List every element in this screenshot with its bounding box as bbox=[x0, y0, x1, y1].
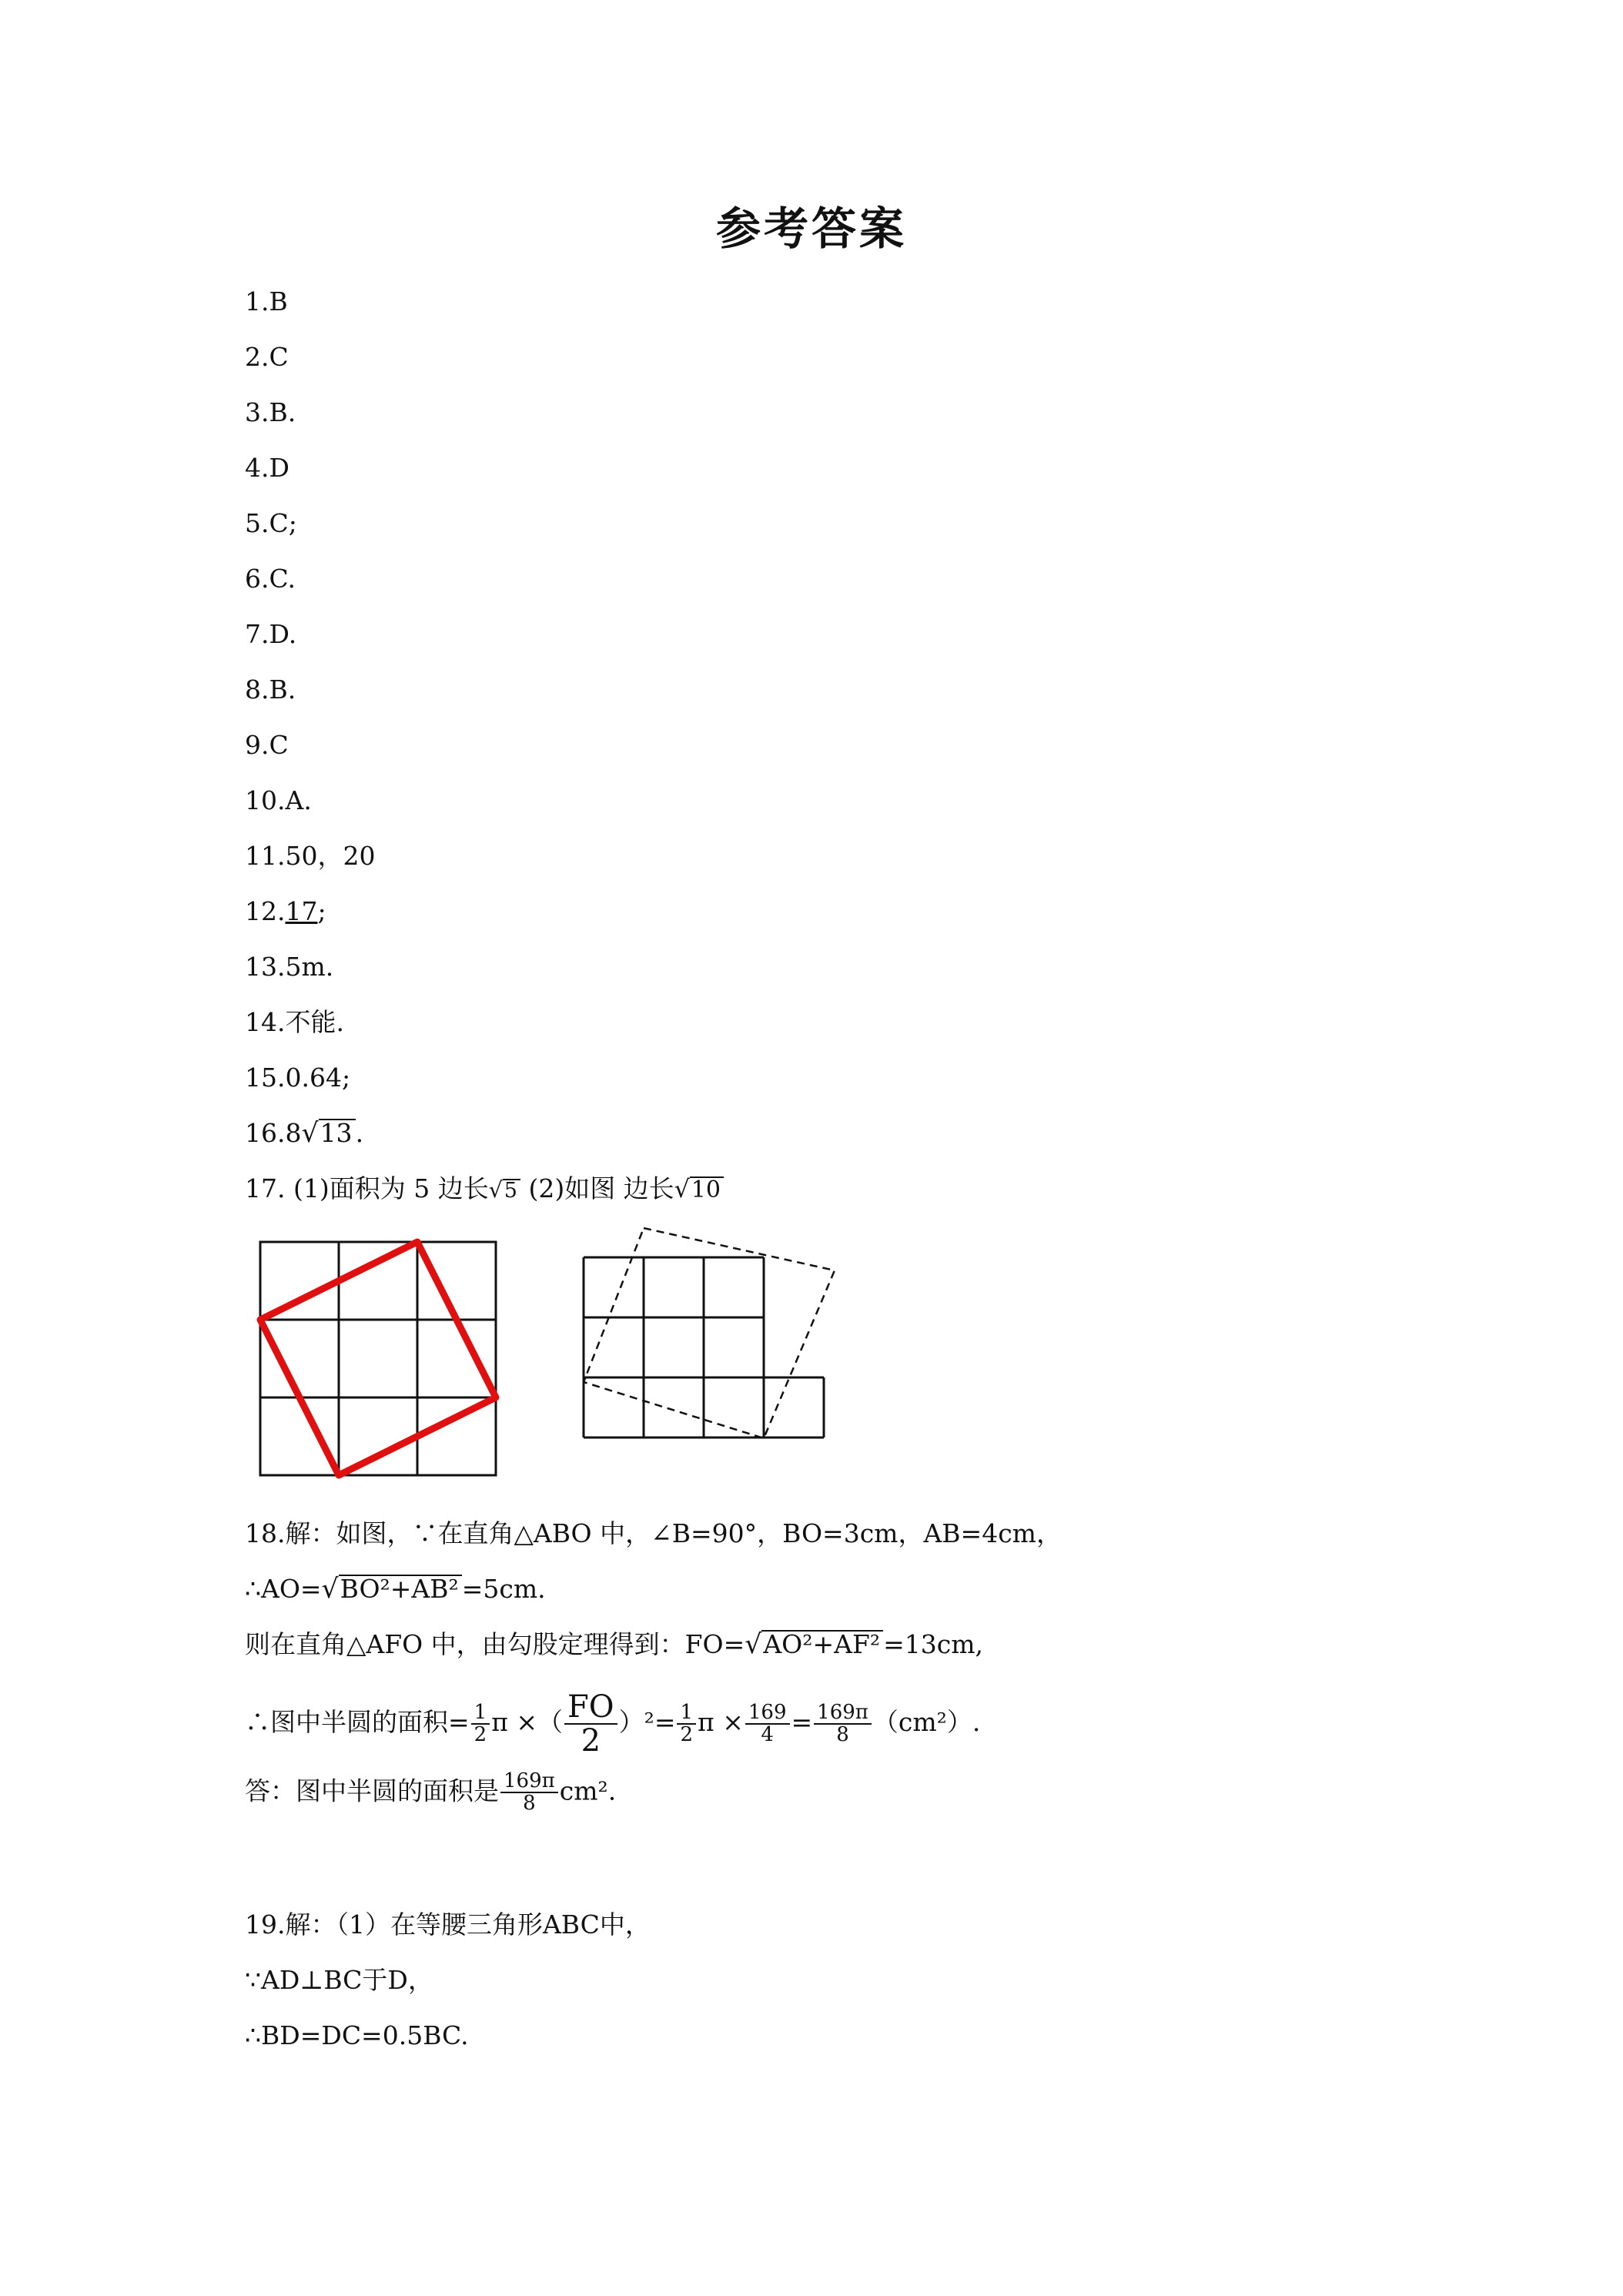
answer-16 bbox=[245, 1116, 363, 1150]
answer-17 bbox=[245, 1172, 724, 1208]
denominator: 4 bbox=[761, 1723, 774, 1746]
answer-4: 4.D bbox=[245, 453, 289, 483]
answer-12-prefix: 12. bbox=[245, 896, 286, 926]
answer-2: 2.C bbox=[245, 342, 289, 372]
sqrt-13 bbox=[301, 1116, 355, 1150]
answer-6: 6.C. bbox=[245, 564, 296, 594]
answer-14: 14.不能. bbox=[245, 1007, 344, 1037]
answer-1: 1.B bbox=[245, 286, 288, 316]
answer-12-suffix: ; bbox=[317, 896, 326, 926]
fraction-one-half bbox=[471, 1702, 490, 1746]
q18-line-1: 18.解：如图，∵在直角△ABO 中，∠B=90°，BO=3cm，AB=4cm， bbox=[245, 1518, 1062, 1548]
fraction-169pi-over-8 bbox=[814, 1702, 872, 1746]
answer-3: 3.B. bbox=[245, 397, 296, 427]
answer-8: 8.B. bbox=[245, 674, 296, 705]
radical-sign-icon: √ bbox=[488, 1177, 503, 1203]
page-title: 参考答案 bbox=[715, 202, 907, 255]
denominator: 8 bbox=[523, 1792, 536, 1816]
answer-10: 10.A. bbox=[245, 785, 312, 815]
numerator: FO bbox=[564, 1691, 617, 1725]
sqrt-bo-ab bbox=[322, 1572, 462, 1606]
answer-16-suffix: . bbox=[355, 1118, 364, 1148]
radical-sign-icon: √ bbox=[301, 1118, 319, 1149]
radicand: 5 bbox=[503, 1179, 520, 1202]
q18-l4-prefix: ∴图中半圆的面积= bbox=[245, 1707, 470, 1737]
grid-lines bbox=[260, 1242, 496, 1475]
sqrt-5 bbox=[489, 1173, 520, 1208]
q17-part2: (2)如图 边长 bbox=[520, 1173, 674, 1203]
answer-15: 15.0.64; bbox=[245, 1063, 351, 1093]
answer-9: 9.C bbox=[245, 730, 289, 760]
sqrt-10 bbox=[674, 1173, 724, 1207]
q19-line-3: ∴BD=DC=0.5BC. bbox=[245, 2020, 469, 2050]
numerator: 169π bbox=[814, 1702, 872, 1725]
radicand: 13 bbox=[319, 1119, 356, 1147]
pi-times-2: π × bbox=[698, 1707, 744, 1737]
fraction-fo-over-2 bbox=[564, 1691, 617, 1757]
radicand: BO²+AB² bbox=[339, 1575, 462, 1603]
answer-13: 13.5m. bbox=[245, 952, 334, 982]
answer-12 bbox=[245, 895, 326, 929]
radical-sign-icon: √ bbox=[674, 1176, 690, 1203]
dashed-square bbox=[584, 1228, 835, 1438]
pi-times: π ×（ bbox=[491, 1707, 564, 1737]
unit: （cm²）. bbox=[872, 1707, 981, 1737]
q18-line-5 bbox=[245, 1771, 616, 1815]
q19-line-1: 19.解：（1）在等腰三角形ABC中， bbox=[245, 1909, 651, 1940]
q18-l3-suffix: =13cm, bbox=[883, 1629, 983, 1659]
fraction-answer bbox=[500, 1771, 558, 1815]
numerator: 1 bbox=[677, 1702, 696, 1725]
answer-7: 7.D. bbox=[245, 619, 297, 649]
numerator: 169 bbox=[745, 1702, 790, 1725]
q18-line-4 bbox=[245, 1691, 980, 1757]
q18-l3-prefix: 则在直角△AFO 中，由勾股定理得到：FO= bbox=[245, 1629, 745, 1659]
figure-grid-1 bbox=[254, 1236, 508, 1482]
red-square bbox=[260, 1242, 496, 1475]
q18-l5-prefix: 答：图中半圆的面积是 bbox=[245, 1776, 499, 1806]
sqrt-ao-af bbox=[745, 1628, 883, 1662]
numerator: 1 bbox=[471, 1702, 490, 1725]
q18-line-3 bbox=[245, 1628, 983, 1662]
equals: = bbox=[791, 1707, 813, 1737]
fraction-169-over-4 bbox=[745, 1702, 790, 1746]
answer-11: 11.50，20 bbox=[245, 841, 376, 871]
radical-sign-icon: √ bbox=[321, 1574, 339, 1605]
q18-l2-prefix: ∴AO= bbox=[245, 1574, 322, 1604]
q17-part1: 17. (1)面积为 5 边长 bbox=[245, 1173, 489, 1203]
radical-sign-icon: √ bbox=[745, 1629, 762, 1660]
denominator: 2 bbox=[474, 1723, 487, 1746]
numerator: 169π bbox=[500, 1771, 558, 1793]
q19-line-2: ∵AD⊥BC于D， bbox=[245, 1965, 433, 1995]
q18-l5-suffix: cm². bbox=[559, 1776, 617, 1806]
close-squared: ）²= bbox=[618, 1707, 676, 1737]
answer-12-value: 17 bbox=[285, 896, 318, 926]
grid-lines bbox=[584, 1257, 824, 1438]
radicand: 10 bbox=[690, 1176, 724, 1203]
q18-line-2 bbox=[245, 1572, 546, 1606]
answer-5: 5.C; bbox=[245, 508, 297, 538]
fraction-one-half-2 bbox=[677, 1702, 696, 1746]
denominator: 2 bbox=[680, 1723, 694, 1746]
q18-l2-suffix: =5cm. bbox=[461, 1574, 546, 1604]
radicand: AO²+AF² bbox=[761, 1630, 883, 1658]
denominator: 2 bbox=[581, 1723, 601, 1759]
figure-grid-2 bbox=[570, 1224, 847, 1486]
answer-16-prefix: 16.8 bbox=[245, 1118, 302, 1148]
denominator: 8 bbox=[836, 1723, 849, 1746]
